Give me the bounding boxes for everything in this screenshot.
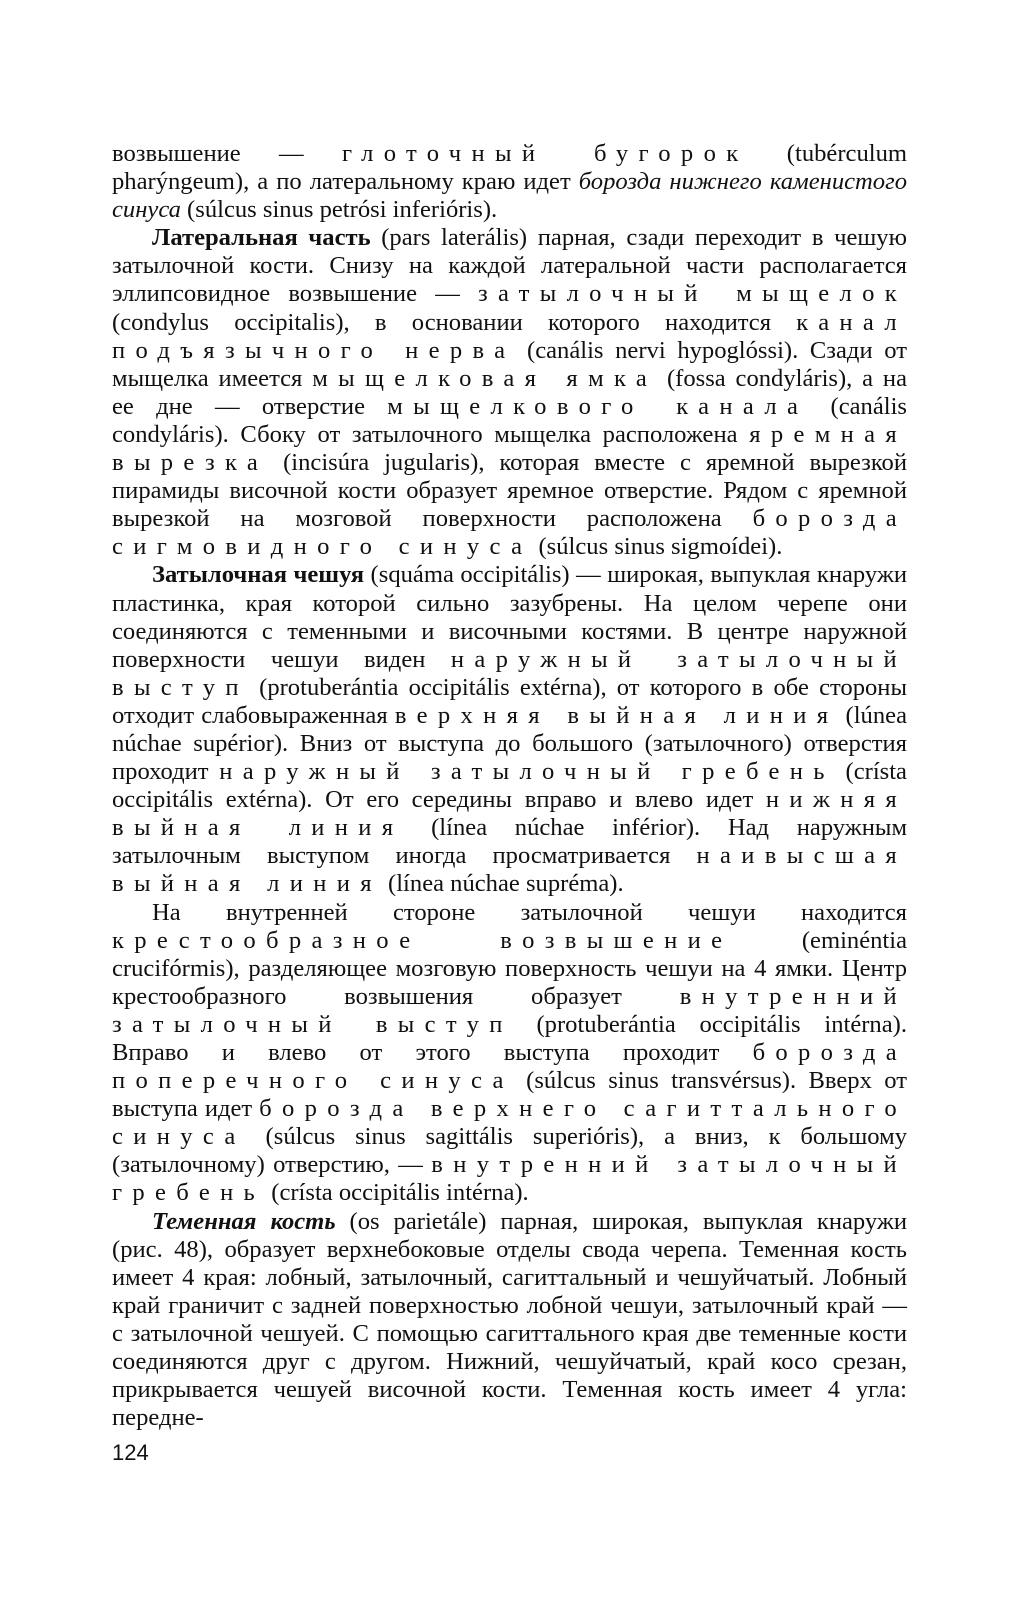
text-run: (os parietále) парная, широкая, выпуклая кнаружи (рис. 48), образует верхнебоковые отделы свода черепа. Теменная кость имеет 4 края: лобный, затылочный, сагиттальный и чешуйчатый. Лобный край граничит с задней поверхностью лобной чешуи, затылочный край — с затылочной чешуей. С помощью сагиттального края две теменные кости соединяются друг с другом. Нижний, чешуйчатый, край косо срезан, прикрывается чешуей височной кости. Теменная кость имеет 4 угла: передне- [112,1207,908,1432]
heading-occipital-squama: Затылочная чешуя [152,561,365,589]
text-run: (crísta occipitális extérna). От его середины вправо и влево идет [112,758,907,814]
term-spaced: верхняя выйная линия [394,701,839,729]
term-spaced: нижняя выйная линия [112,786,907,842]
text-run: (línea núchae supréma). [381,870,624,898]
paragraph-5 [112,1208,907,1433]
text-run: (pars laterális) парная, сзади переходит в чешую затылочной кости. Снизу на каждой латеральной части располагается эллипсовидное возвышение — [112,224,907,308]
paragraph-4 [112,899,907,1208]
term-spaced: затылочный мыщелок [477,280,907,308]
text-run: (protuberántia occipitális extérna), от которого в обе стороны отходит слабовыраженная [112,673,907,729]
text-run: (incisúra jugularis), которая вместе с яремной вырезкой пирамиды височной кости образует яремное отверстие. Рядом с яремной вырезкой на мозговой поверхности расположена [112,449,907,533]
text-run: (canális condyláris). Сбоку от затылочного мыщелка расположена [112,392,907,448]
term-spaced: наружный затылочный гребень [219,758,835,786]
paragraph-2 [112,224,907,561]
text-run: (línea núchae inférior). Над наружным затылочным выступом иногда просматривается [112,814,908,870]
text-run: (súlcus sinus transvérsus). Вверх от выступа идет [112,1067,907,1123]
text-run: (lúnea núchae supérior). Вниз от выступа до большого (затылочного) отверстия проходит [112,701,907,786]
text-run: (súlcus sinus petrósi inferióris). [180,196,498,224]
paragraph-3 [112,561,907,898]
term-spaced: глоточный бугорок [341,140,749,167]
text-run: (protuberántia occipitális intérna). Вправо и влево от этого выступа проходит [112,1010,907,1066]
term-spaced: внутренний затылочный выступ [112,982,907,1038]
text-run: возвышение — [112,140,342,167]
text-run: На внутренней стороне затылочной чешуи находится [152,898,907,926]
text-run: (eminéntia crucifórmis), разделяющее мозговую поверхность чешуи на 4 ямки. Центр крестообразного возвышения образует [112,926,907,1010]
text-run: (súlcus sinus sigmoídei). [532,533,783,561]
text-run: (tubérculum pharýngeum), а по латеральному краю идет [112,140,908,196]
text-run: (condylus occipitalis), в основании которого находится [112,308,797,336]
heading-lateral-part: Латеральная часть [152,224,371,252]
term-spaced: наивысшая выйная линия [112,842,907,898]
term-italic: борозда нижнего каменистого синуса [112,168,907,224]
term-spaced: борозда сигмовидного синуса [112,505,907,561]
text-run: (squáma occipitális) — широкая, выпуклая кнаружи пластинка, края которой сильно зазубрены. На целом черепе они соединяются с теменными и височными костями. В центре наружной поверхности чешуи виден [112,561,907,673]
body-text [112,140,907,1432]
page-number: 124 [112,1440,149,1465]
text-run: (fossa condyláris), а на ее дне — отверстие [112,364,907,420]
paragraph-1 [112,140,907,224]
heading-parietal-bone: Теменная кость [152,1207,336,1235]
term-spaced: мыщелковая ямка [312,364,658,392]
term-spaced: мыщелкового канала [387,392,809,420]
text-run: (súlcus sinus sagittális superióris), а вниз, к большому (затылочному) отверстию, — [112,1123,907,1179]
text-run: (canális nervi hypoglóssi). Сзади от мыщелка имеется [112,336,907,392]
term-spaced: крестообразное возвышение [112,926,733,954]
term-spaced: яремная вырезка [112,420,907,477]
term-spaced: канал подъязычного нерва [112,308,907,364]
term-spaced: наружный затылочный выступ [112,645,907,701]
term-spaced: внутренний затылочный гребень [112,1151,908,1207]
term-spaced: борозда верхнего сагиттального синуса [112,1095,907,1151]
term-spaced: борозда поперечного синуса [112,1039,907,1095]
text-run: (crísta occipitális intérna). [265,1179,529,1207]
